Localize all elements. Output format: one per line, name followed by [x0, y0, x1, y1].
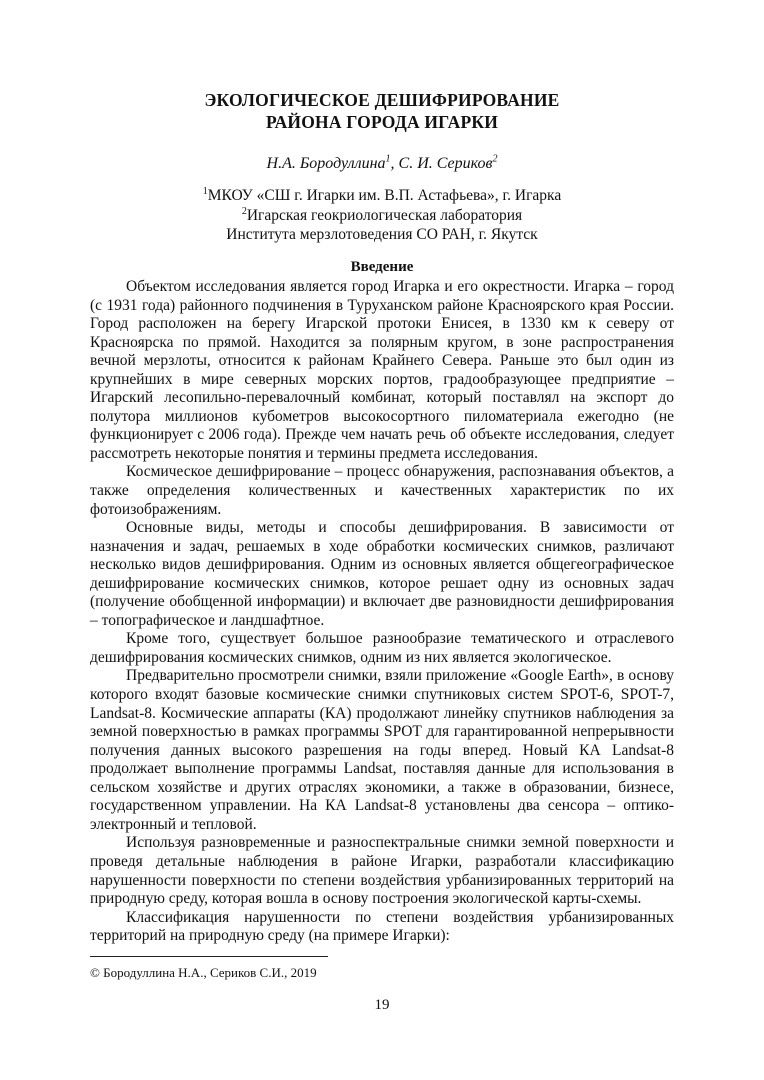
title-line-1: ЭКОЛОГИЧЕСКОЕ ДЕШИФРИРОВАНИЕ: [204, 90, 560, 110]
paragraph: Объектом исследования является город Игарка и его окрестности. Игарка – город (с 1931 года) районного подчинения в Туруханском районе Красноярского края России. Город расположен на берегу Игарской протоки Енисея, в 1330 км к северу от Красноярска по прямой. Находится за полярным кругом, в зоне распространения вечной мерзлоты, относится к районам Крайнего Севера. Раньше это был один из крупнейших в мире северных морских портов, градообразующее предприятие – Игарский лесопильно-перевалочный комбинат, который поставлял на экспорт до полутора миллионов кубометров высокосортного пиломатериала ежегодно (не функционирует с 2006 года). Прежде чем начать речь об объекте исследования, следует рассмотреть некоторые понятия и термины предмета исследования.: [90, 278, 674, 462]
authors: [90, 154, 674, 174]
affiliation-2: [90, 206, 674, 226]
footnote-divider: [90, 956, 328, 957]
paragraph: Классификация нарушенности по степени воздействия урбанизированных территорий на природную среду (на примере Игарки):: [90, 908, 674, 945]
page-number: 19: [374, 997, 390, 1013]
paragraph: Предварительно просмотрели снимки, взяли приложение «Google Earth», в основу которого входят базовые космические снимки спутниковых систем SPOT-6, SPOT-7, Landsat-8. Космические аппараты (КА) продолжают линейку спутников наблюдения за земной поверхностью в рамках программы SPOT для гарантированной непрерывности получения данных высокого разрешения на годы вперед. Новый КА Landsat-8 продолжает выполнение программы Landsat, поставляя данные для использования в сельском хозяйстве и других отраслях экономики, а также в образовании, бизнесе, государственном управлении. На КА Landsat-8 установлены два сенсора – оптико-электронный и тепловой.: [90, 667, 674, 833]
paragraph: Кроме того, существует большое разнообразие тематического и отраслевого дешифрирования космических снимков, одним из них является экологическое.: [90, 630, 674, 666]
author-separator: ,: [390, 155, 399, 172]
section-heading: Введение: [350, 259, 414, 275]
affiliation-2-text: Игарская геокриологическая лаборатория: [246, 206, 523, 224]
body-text: [90, 278, 674, 946]
affiliation-2-continued: Института мерзлотоведения СО РАН, г. Якутск: [226, 226, 538, 243]
author-2: С. И. Сериков: [398, 155, 493, 172]
paragraph: Используя разновременные и разноспектральные снимки земной поверхности и проведя детальные наблюдения в районе Игарки, разработали классификацию нарушенности поверхности по степени воздействия урбанизированных территорий на природную среду, которая вошла в основу построения экологической карты-схемы.: [90, 834, 674, 908]
paragraph: Основные виды, методы и способы дешифрирования. В зависимости от назначения и задач, решаемых в ходе обработки космических снимков, различают несколько видов дешифрирования. Одним из основных является общегеографическое дешифрирование космических снимков, которое решает одну из основных задач (получение обобщенной информации) и включает две разновидности дешифрирования – топографическое и ландшафтное.: [90, 519, 674, 629]
author-1: Н.А. Бородуллина: [266, 155, 386, 172]
affiliation-1-mark: 1: [202, 185, 208, 197]
article-title: [90, 89, 674, 133]
footnote: © Бородуллина Н.А., Сериков С.И., 2019: [90, 965, 317, 980]
author-2-affiliation-mark: 2: [492, 153, 498, 165]
affiliation-2-mark: 2: [241, 205, 247, 217]
affiliation-1: [90, 186, 674, 206]
paragraph: Космическое дешифрирование – процесс обнаружения, распознавания объектов, а также определения количественных и качественных характеристик по их фотоизображениям.: [90, 463, 674, 518]
affiliations: [90, 186, 674, 245]
author-1-affiliation-mark: 1: [385, 153, 391, 165]
title-line-2: РАЙОНА ГОРОДА ИГАРКИ: [265, 112, 499, 132]
affiliation-1-text: МКОУ «СШ г. Игарки им. В.П. Астафьева», г. Игарка: [207, 187, 562, 204]
